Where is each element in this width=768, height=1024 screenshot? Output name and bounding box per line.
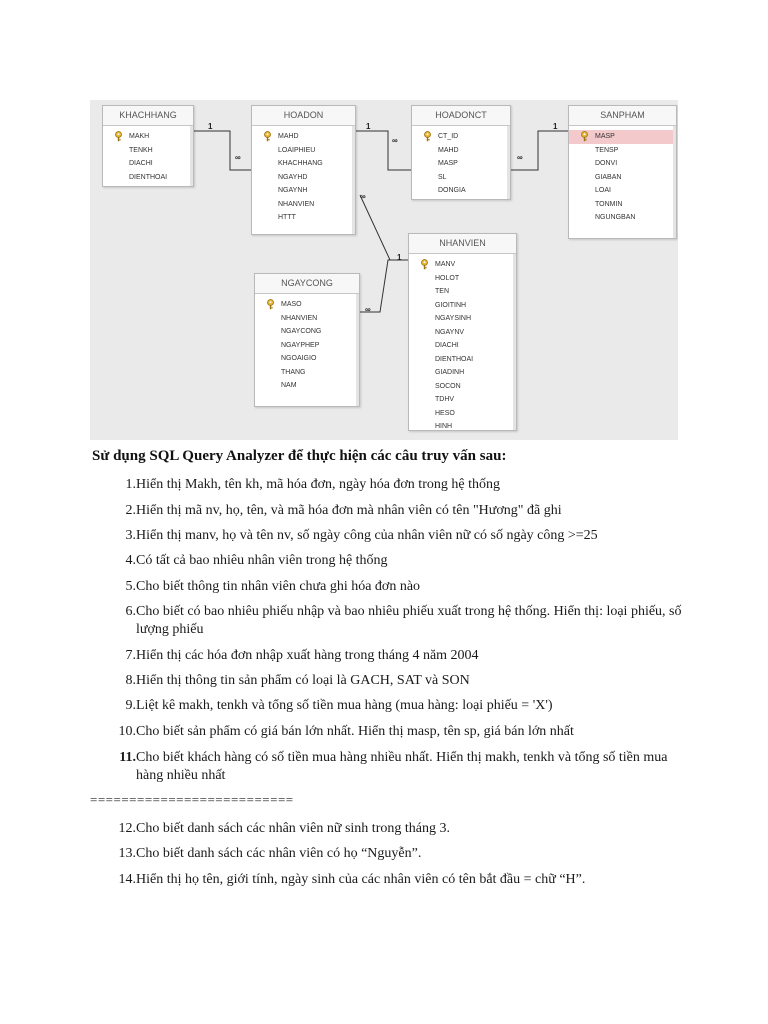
field-name: NGAYPHEP <box>281 341 320 349</box>
field-row[interactable] <box>255 366 359 380</box>
field-name: MAHD <box>278 133 299 140</box>
question-text: Cho biết sản phẩm có giá bán lớn nhất. Hiển thị masp, tên sp, giá bán lớn nhất <box>136 724 574 739</box>
field-row[interactable] <box>103 157 193 171</box>
rel-khachhang-hoadon <box>191 131 251 170</box>
rel-hoadon-hoadonct <box>354 131 411 170</box>
primary-key-icon <box>420 259 429 270</box>
field-name: MASO <box>281 301 302 308</box>
field-name: GIOITINH <box>435 301 467 309</box>
field-name: MANV <box>435 261 456 268</box>
field-row[interactable] <box>252 157 355 171</box>
field-name: NGUNGBAN <box>595 214 636 221</box>
question-text: Hiển thị họ tên, giới tính, ngày sinh của các nhân viên có tên bắt đầu = chữ “H”. <box>136 872 586 887</box>
field-row[interactable] <box>255 339 359 353</box>
primary-key-icon <box>580 131 589 142</box>
field-row[interactable] <box>412 157 510 171</box>
table-title[interactable]: HOADON <box>252 106 355 126</box>
field-row[interactable] <box>255 298 359 312</box>
table-khachhang[interactable] <box>102 105 194 187</box>
field-name: NHANVIEN <box>278 200 315 208</box>
primary-key-icon <box>263 131 272 142</box>
field-row[interactable] <box>569 144 676 158</box>
question-text: Hiển thị các hóa đơn nhập xuất hàng trong tháng 4 năm 2004 <box>136 648 479 663</box>
question-number: 14. <box>118 872 136 887</box>
question-number: 3. <box>125 528 136 543</box>
question-number: 6. <box>125 604 136 619</box>
question-number: 10. <box>118 724 136 739</box>
primary-key-icon <box>114 131 123 142</box>
question-number: 9. <box>125 698 136 713</box>
field-name: MASP <box>438 160 458 167</box>
field-name: DIACHI <box>435 342 459 349</box>
field-name: MAHD <box>438 146 459 154</box>
question-number: 1. <box>125 477 136 492</box>
table-scrollbar[interactable] <box>513 254 516 430</box>
field-name: TENKH <box>129 146 153 154</box>
table-fields <box>412 126 510 198</box>
field-row[interactable] <box>409 366 516 380</box>
field-row[interactable] <box>409 326 516 340</box>
question-text: Cho biết có bao nhiêu phiếu nhập và bao nhiêu phiếu xuất trong hệ thống. Hiển thị: loại phiếu, số lượng phiếu <box>136 604 682 637</box>
question-text: Cho biết khách hàng có số tiền mua hàng nhiều nhất. Hiển thị makh, tenkh và tổng số tiền mua hàng nhiều nhất <box>136 750 668 783</box>
field-row[interactable] <box>255 325 359 339</box>
question-text: Hiển thị Makh, tên kh, mã hóa đơn, ngày hóa đơn trong hệ thống <box>136 477 500 492</box>
question-text: Hiển thị thông tin sản phẩm có loại là GACH, SAT và SON <box>136 673 470 688</box>
field-name: GIABAN <box>595 173 622 181</box>
question-item <box>112 871 692 889</box>
field-name: MAKH <box>129 133 150 140</box>
field-name: HTTT <box>278 214 296 221</box>
cardinality-one: 1 <box>366 122 371 131</box>
field-name: CT_ID <box>438 133 459 140</box>
field-name: NGAYHD <box>278 173 308 181</box>
field-row[interactable] <box>252 211 355 225</box>
table-title[interactable]: KHACHHANG <box>103 106 193 126</box>
question-text: Có tất cả bao nhiêu nhân viên trong hệ thống <box>136 553 388 568</box>
field-name: TDHV <box>435 396 455 403</box>
question-item <box>112 820 692 838</box>
field-row[interactable] <box>252 130 355 144</box>
field-row[interactable] <box>255 379 359 393</box>
field-name: THANG <box>281 368 306 376</box>
table-scrollbar[interactable] <box>507 126 510 199</box>
field-row[interactable] <box>569 130 676 144</box>
field-row[interactable] <box>569 198 676 212</box>
field-name: HOLOT <box>435 274 460 282</box>
field-name: TENSP <box>595 146 619 154</box>
field-row[interactable] <box>412 144 510 158</box>
question-item <box>112 527 692 545</box>
question-number: 7. <box>125 648 136 663</box>
question-number: 5. <box>125 579 136 594</box>
cardinality-many: ∞ <box>235 153 241 162</box>
field-row[interactable] <box>569 157 676 171</box>
field-name: KHACHHANG <box>278 160 323 167</box>
field-name: DIACHI <box>129 160 153 167</box>
question-item <box>112 845 692 863</box>
field-row[interactable] <box>409 380 516 394</box>
question-item <box>112 697 692 715</box>
table-fields <box>569 126 676 225</box>
cardinality-one: 1 <box>208 122 213 131</box>
field-name: LOAIPHIEU <box>278 146 316 154</box>
field-name: NHANVIEN <box>281 314 318 322</box>
field-row[interactable] <box>409 420 516 434</box>
field-name: NGOAIGIO <box>281 355 317 362</box>
question-text: Hiển thị manv, họ và tên nv, số ngày công của nhân viên nữ có số ngày công >=25 <box>136 528 598 543</box>
table-scrollbar[interactable] <box>673 126 676 238</box>
table-fields <box>103 126 193 184</box>
field-name: MASP <box>595 133 615 140</box>
field-row[interactable] <box>252 171 355 185</box>
field-row[interactable] <box>103 130 193 144</box>
field-row[interactable] <box>409 258 516 272</box>
field-row[interactable] <box>255 352 359 366</box>
field-row[interactable] <box>409 285 516 299</box>
field-row[interactable] <box>252 144 355 158</box>
table-fields <box>252 126 355 225</box>
table-fields <box>409 254 516 434</box>
field-row[interactable] <box>569 171 676 185</box>
field-row[interactable] <box>103 144 193 158</box>
cardinality-many: ∞ <box>360 192 366 201</box>
primary-key-icon <box>266 299 275 310</box>
relationship-diagram <box>90 100 678 440</box>
field-row[interactable] <box>409 312 516 326</box>
table-scrollbar[interactable] <box>352 126 355 234</box>
question-item <box>112 672 692 690</box>
field-row[interactable] <box>569 184 676 198</box>
cardinality-one: 1 <box>553 122 558 131</box>
question-item <box>112 502 692 520</box>
question-number: 13. <box>118 846 136 861</box>
field-name: DONVI <box>595 160 618 167</box>
table-title[interactable]: NGAYCONG <box>255 274 359 294</box>
cardinality-one: 1 <box>397 253 402 262</box>
table-fields <box>255 294 359 393</box>
field-row[interactable] <box>412 184 510 198</box>
field-name: TONMIN <box>595 200 623 208</box>
question-item <box>112 723 692 741</box>
field-row[interactable] <box>255 312 359 326</box>
question-number: 4. <box>125 553 136 568</box>
separator-line: ========================== <box>90 792 294 807</box>
table-title[interactable]: NHANVIEN <box>409 234 516 254</box>
cardinality-many: ∞ <box>517 153 523 162</box>
field-name: NAM <box>281 382 297 389</box>
field-name: DIENTHOAI <box>129 173 168 181</box>
cardinality-many: ∞ <box>365 305 371 314</box>
table-hoadon[interactable] <box>251 105 356 235</box>
table-hoadonct[interactable] <box>411 105 511 200</box>
question-text: Hiển thị mã nv, họ, tên, và mã hóa đơn mà nhân viên có tên "Hương" đã ghi <box>136 503 562 518</box>
field-row[interactable] <box>409 272 516 286</box>
field-name: DONGIA <box>438 187 466 194</box>
field-row[interactable] <box>252 198 355 212</box>
question-number: 2. <box>125 503 136 518</box>
question-item <box>112 552 692 570</box>
field-name: NGAYNV <box>435 328 465 336</box>
question-text: Liệt kê makh, tenkh và tổng số tiền mua hàng (mua hàng: loại phiếu = 'X') <box>136 698 553 713</box>
table-scrollbar[interactable] <box>190 126 193 186</box>
field-name: SL <box>438 173 447 181</box>
field-row[interactable] <box>409 339 516 353</box>
question-item <box>112 749 692 785</box>
field-name: SOCON <box>435 382 461 390</box>
question-text: Cho biết danh sách các nhân viên nữ sinh trong tháng 3. <box>136 821 450 836</box>
field-row[interactable] <box>569 211 676 225</box>
field-name: NGAYNH <box>278 187 308 194</box>
table-ngaycong[interactable] <box>254 273 360 407</box>
field-row[interactable] <box>409 407 516 421</box>
field-row[interactable] <box>412 130 510 144</box>
field-row[interactable] <box>409 353 516 367</box>
question-item <box>112 476 692 494</box>
rel-nhanvien-hoadon <box>360 195 408 260</box>
question-text: Cho biết danh sách các nhân viên có họ “Nguyễn”. <box>136 846 422 861</box>
field-name: GIADINH <box>435 369 465 376</box>
field-row[interactable] <box>252 184 355 198</box>
table-sanpham[interactable] <box>568 105 677 239</box>
cardinality-many: ∞ <box>392 136 398 145</box>
field-name: LOAI <box>595 187 611 194</box>
question-item <box>112 647 692 665</box>
field-name: TEN <box>435 288 449 295</box>
rel-sanpham-hoadonct <box>508 131 568 170</box>
question-number: 11. <box>119 750 136 765</box>
field-name: DIENTHOAI <box>435 355 474 363</box>
field-name: HESO <box>435 409 455 417</box>
question-item <box>112 603 692 639</box>
table-scrollbar[interactable] <box>356 294 359 406</box>
field-name: NGAYSINH <box>435 315 472 322</box>
table-nhanvien[interactable] <box>408 233 517 431</box>
field-name: NGAYCONG <box>281 328 322 335</box>
field-row[interactable] <box>409 393 516 407</box>
question-number: 8. <box>125 673 136 688</box>
primary-key-icon <box>423 131 432 142</box>
table-title[interactable]: HOADONCT <box>412 106 510 126</box>
field-row[interactable] <box>103 171 193 185</box>
field-row[interactable] <box>409 299 516 313</box>
field-name: HINH <box>435 423 453 430</box>
page-heading: Sử dụng SQL Query Analyzer để thực hiện các câu truy vấn sau: <box>92 448 507 464</box>
question-item <box>112 578 692 596</box>
question-text: Cho biết thông tin nhân viên chưa ghi hóa đơn nào <box>136 579 421 594</box>
field-row[interactable] <box>412 171 510 185</box>
table-title[interactable]: SANPHAM <box>569 106 676 126</box>
question-number: 12. <box>118 821 136 836</box>
